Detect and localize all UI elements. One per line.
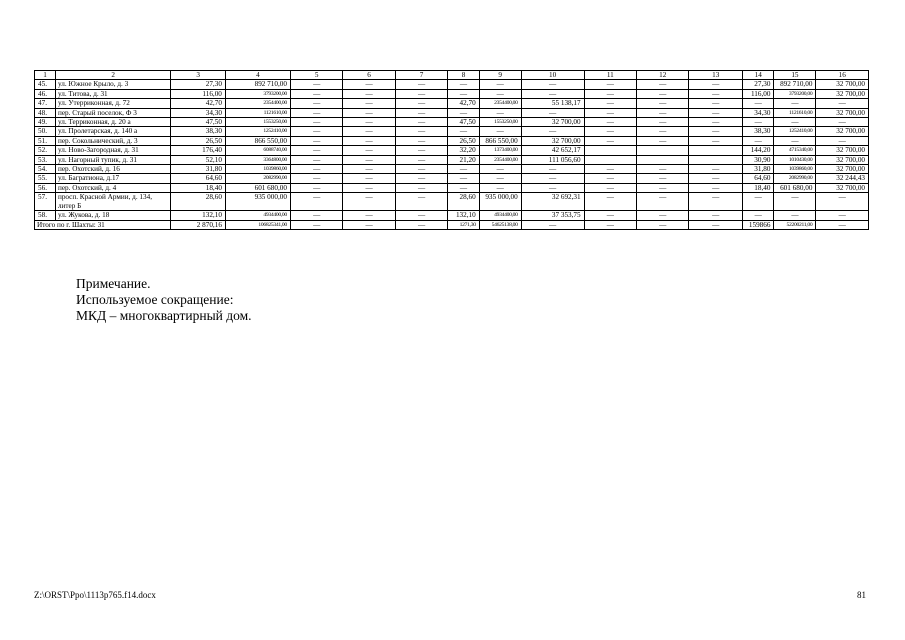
column-number-header: 11 <box>584 71 636 80</box>
row-number-cell: 49. <box>35 118 56 127</box>
value-cell: 4715340,00 <box>774 146 816 155</box>
column-number-header: 14 <box>742 71 773 80</box>
value-cell: 55 138,17 <box>521 99 584 108</box>
value-cell: 32 692,31 <box>521 193 584 211</box>
empty-value-cell: — <box>290 80 342 89</box>
empty-value-cell: — <box>637 174 689 183</box>
value-cell: 32 244,43 <box>816 174 869 183</box>
value-cell: 1252410,00 <box>225 127 290 136</box>
empty-value-cell: — <box>290 220 342 229</box>
housing-table <box>34 70 869 230</box>
value-cell: 32 700,00 <box>521 118 584 127</box>
note-title: Примечание. <box>76 276 151 291</box>
value-cell: 32 700,00 <box>816 80 869 89</box>
empty-value-cell: — <box>689 118 743 127</box>
row-number-cell: 47. <box>35 99 56 108</box>
empty-value-cell: — <box>689 136 743 145</box>
empty-value-cell <box>584 155 636 164</box>
column-number-header: 6 <box>343 71 395 80</box>
column-number-header: 10 <box>521 71 584 80</box>
empty-value-cell: — <box>395 136 447 145</box>
empty-value-cell: — <box>774 211 816 220</box>
empty-value-cell: — <box>448 127 479 136</box>
value-cell: 892 710,00 <box>774 80 816 89</box>
empty-value-cell: — <box>584 174 636 183</box>
row-number-cell: 50. <box>35 127 56 136</box>
address-cell: ул. Багратиона, д.17 <box>55 174 170 183</box>
empty-value-cell: — <box>343 89 395 98</box>
empty-value-cell: — <box>637 165 689 174</box>
value-cell: 42,70 <box>171 99 226 108</box>
table-row <box>35 174 869 183</box>
address-cell: ул. Нагорный тупик, д. 31 <box>55 155 170 164</box>
total-label-cell: Итого по г. Шахты: 31 <box>35 220 171 229</box>
empty-value-cell: — <box>290 118 342 127</box>
value-cell: 38,30 <box>742 127 773 136</box>
empty-value-cell: — <box>584 127 636 136</box>
value-cell: 42 652,17 <box>521 146 584 155</box>
empty-value-cell: — <box>290 193 342 211</box>
empty-value-cell: — <box>584 211 636 220</box>
empty-value-cell: — <box>395 89 447 98</box>
row-number-cell: 56. <box>35 183 56 192</box>
value-cell: 3364800,00 <box>225 155 290 164</box>
empty-value-cell: — <box>689 89 743 98</box>
empty-value-cell: — <box>395 183 447 192</box>
empty-value-cell: — <box>584 89 636 98</box>
value-cell: 176,40 <box>171 146 226 155</box>
empty-value-cell: — <box>637 136 689 145</box>
total-value-cell: 106825341,00 <box>225 220 290 229</box>
empty-value-cell <box>689 146 743 155</box>
empty-value-cell: — <box>521 127 584 136</box>
value-cell: 64,60 <box>171 174 226 183</box>
column-number-header: 9 <box>479 71 521 80</box>
value-cell: 866 550,00 <box>479 136 521 145</box>
value-cell: 28,60 <box>448 193 479 211</box>
empty-value-cell: — <box>689 108 743 117</box>
empty-value-cell: — <box>290 165 342 174</box>
value-cell: 32 700,00 <box>816 165 869 174</box>
address-cell: пер. Старый поселок, Ф 3 <box>55 108 170 117</box>
value-cell: 32 700,00 <box>816 146 869 155</box>
empty-value-cell: — <box>742 193 773 211</box>
table-row <box>35 108 869 117</box>
empty-value-cell: — <box>521 220 584 229</box>
value-cell: 1553250,00 <box>479 118 521 127</box>
total-value-cell: 54625138,00 <box>479 220 521 229</box>
empty-value-cell: — <box>689 99 743 108</box>
empty-value-cell: — <box>689 127 743 136</box>
empty-value-cell: — <box>395 155 447 164</box>
value-cell: 2354400,00 <box>479 155 521 164</box>
note-abbreviation-mkd: МКД – многоквартирный дом. <box>76 308 252 323</box>
value-cell: 47,50 <box>448 118 479 127</box>
empty-value-cell <box>637 146 689 155</box>
value-cell: 32 700,00 <box>816 127 869 136</box>
empty-value-cell: — <box>290 89 342 98</box>
value-cell: 34,30 <box>171 108 226 117</box>
empty-value-cell: — <box>816 193 869 211</box>
value-cell: 4934400,00 <box>225 211 290 220</box>
address-cell: ул. Пролетарская, д. 140 а <box>55 127 170 136</box>
empty-value-cell: — <box>816 99 869 108</box>
empty-value-cell: — <box>521 89 584 98</box>
empty-value-cell: — <box>521 165 584 174</box>
empty-value-cell: — <box>637 183 689 192</box>
empty-value-cell: — <box>637 211 689 220</box>
table-header-row <box>35 71 869 80</box>
empty-value-cell: — <box>689 174 743 183</box>
empty-value-cell: — <box>343 165 395 174</box>
value-cell: 32 700,00 <box>816 108 869 117</box>
value-cell: 27,30 <box>742 80 773 89</box>
row-number-cell: 57. <box>35 193 56 211</box>
value-cell: 32 700,00 <box>816 155 869 164</box>
empty-value-cell: — <box>448 89 479 98</box>
value-cell: 1553250,00 <box>225 118 290 127</box>
value-cell: 38,30 <box>171 127 226 136</box>
value-cell: 27,30 <box>171 80 226 89</box>
empty-value-cell: — <box>584 99 636 108</box>
empty-value-cell: — <box>290 146 342 155</box>
empty-value-cell: — <box>689 183 743 192</box>
empty-value-cell: — <box>395 127 447 136</box>
empty-value-cell: — <box>395 108 447 117</box>
table-row <box>35 183 869 192</box>
empty-value-cell: — <box>343 174 395 183</box>
table-row <box>35 155 869 164</box>
row-number-cell: 55. <box>35 174 56 183</box>
row-number-cell: 58. <box>35 211 56 220</box>
value-cell: 31,80 <box>171 165 226 174</box>
empty-value-cell: — <box>290 136 342 145</box>
table-row <box>35 99 869 108</box>
value-cell: 1039860,00 <box>225 165 290 174</box>
value-cell: 3793200,00 <box>225 89 290 98</box>
empty-value-cell: — <box>584 118 636 127</box>
column-number-header: 12 <box>637 71 689 80</box>
empty-value-cell: — <box>448 108 479 117</box>
value-cell: 116,00 <box>171 89 226 98</box>
column-number-header: 7 <box>395 71 447 80</box>
address-cell: ул. Южное Крыло, д. 3 <box>55 80 170 89</box>
footer-file-path: Z:\ORST\Ppo\1113p765.f14.docx <box>34 590 156 600</box>
column-number-header: 16 <box>816 71 869 80</box>
value-cell: 31,80 <box>742 165 773 174</box>
empty-value-cell: — <box>290 155 342 164</box>
empty-value-cell: — <box>584 80 636 89</box>
value-cell: 111 056,60 <box>521 155 584 164</box>
value-cell: 6088740,00 <box>225 146 290 155</box>
column-number-header: 2 <box>55 71 170 80</box>
empty-value-cell: — <box>395 193 447 211</box>
value-cell: 37 353,75 <box>521 211 584 220</box>
empty-value-cell: — <box>395 174 447 183</box>
footer-page-number: 81 <box>857 590 866 600</box>
empty-value-cell: — <box>395 80 447 89</box>
table-row <box>35 165 869 174</box>
empty-value-cell: — <box>742 99 773 108</box>
value-cell: 52,10 <box>171 155 226 164</box>
column-number-header: 3 <box>171 71 226 80</box>
empty-value-cell: — <box>343 118 395 127</box>
empty-value-cell: — <box>395 146 447 155</box>
empty-value-cell: — <box>584 183 636 192</box>
value-cell: 32 700,00 <box>816 89 869 98</box>
value-cell: 18,40 <box>171 183 226 192</box>
row-number-cell: 45. <box>35 80 56 89</box>
value-cell: 64,60 <box>742 174 773 183</box>
value-cell: 42,70 <box>448 99 479 108</box>
empty-value-cell: — <box>774 118 816 127</box>
value-cell: 18,40 <box>742 183 773 192</box>
value-cell: 935 000,00 <box>479 193 521 211</box>
empty-value-cell: — <box>343 127 395 136</box>
empty-value-cell: — <box>637 127 689 136</box>
value-cell: 144,20 <box>742 146 773 155</box>
value-cell: 935 000,00 <box>225 193 290 211</box>
total-row <box>35 220 869 229</box>
address-cell: ул. Титова, д. 31 <box>55 89 170 98</box>
address-cell: ул. Утерриконная, д. 72 <box>55 99 170 108</box>
empty-value-cell: — <box>637 193 689 211</box>
empty-value-cell: — <box>479 174 521 183</box>
empty-value-cell: — <box>742 118 773 127</box>
row-number-cell: 48. <box>35 108 56 117</box>
column-number-header: 13 <box>689 71 743 80</box>
empty-value-cell: — <box>689 80 743 89</box>
address-cell: просп. Красной Армии, д. 134, литер Б <box>55 193 170 211</box>
empty-value-cell: — <box>584 193 636 211</box>
column-number-header: 5 <box>290 71 342 80</box>
total-value-cell: 159866 <box>742 220 773 229</box>
row-number-cell: 53. <box>35 155 56 164</box>
empty-value-cell: — <box>448 174 479 183</box>
value-cell: 1121610,00 <box>225 108 290 117</box>
empty-value-cell: — <box>479 89 521 98</box>
value-cell: 4934400,00 <box>479 211 521 220</box>
table-row <box>35 80 869 89</box>
empty-value-cell: — <box>816 211 869 220</box>
empty-value-cell: — <box>521 174 584 183</box>
empty-value-cell: — <box>689 193 743 211</box>
table-row <box>35 211 869 220</box>
value-cell: 47,50 <box>171 118 226 127</box>
address-cell: ул. Жукова, д. 18 <box>55 211 170 220</box>
address-cell: пер. Охотский, д. 4 <box>55 183 170 192</box>
column-number-header: 4 <box>225 71 290 80</box>
value-cell: 132,10 <box>448 211 479 220</box>
table-row <box>35 193 869 211</box>
value-cell: 601 680,00 <box>225 183 290 192</box>
empty-value-cell: — <box>637 99 689 108</box>
value-cell: 1121610,00 <box>774 108 816 117</box>
empty-value-cell: — <box>774 99 816 108</box>
empty-value-cell: — <box>395 99 447 108</box>
row-number-cell: 54. <box>35 165 56 174</box>
empty-value-cell: — <box>584 108 636 117</box>
empty-value-cell: — <box>637 118 689 127</box>
column-number-header: 15 <box>774 71 816 80</box>
table-row <box>35 89 869 98</box>
empty-value-cell: — <box>584 165 636 174</box>
empty-value-cell: — <box>521 183 584 192</box>
value-cell: 2354400,00 <box>479 99 521 108</box>
value-cell: 1039860,00 <box>774 165 816 174</box>
empty-value-cell: — <box>343 99 395 108</box>
empty-value-cell: — <box>343 155 395 164</box>
empty-value-cell: — <box>521 80 584 89</box>
note-abbreviation-heading: Используемое сокращение: <box>76 292 234 307</box>
column-number-header: 1 <box>35 71 56 80</box>
empty-value-cell: — <box>343 80 395 89</box>
value-cell: 132,10 <box>171 211 226 220</box>
empty-value-cell: — <box>479 165 521 174</box>
empty-value-cell: — <box>343 183 395 192</box>
note-block <box>76 276 252 324</box>
empty-value-cell: — <box>637 89 689 98</box>
empty-value-cell: — <box>521 108 584 117</box>
address-cell: ул. Терриконная, д. 20 а <box>55 118 170 127</box>
empty-value-cell: — <box>290 211 342 220</box>
empty-value-cell: — <box>479 183 521 192</box>
empty-value-cell: — <box>816 136 869 145</box>
empty-value-cell: — <box>395 220 447 229</box>
total-value-cell: 52200211,00 <box>774 220 816 229</box>
value-cell: 3793200,00 <box>774 89 816 98</box>
address-cell: пер. Сокольнический, д. 3 <box>55 136 170 145</box>
empty-value-cell: — <box>774 136 816 145</box>
empty-value-cell: — <box>343 193 395 211</box>
empty-value-cell: — <box>689 220 743 229</box>
table-row <box>35 146 869 155</box>
value-cell: 32,20 <box>448 146 479 155</box>
value-cell: 21,20 <box>448 155 479 164</box>
value-cell: 32 700,00 <box>521 136 584 145</box>
empty-value-cell: — <box>290 108 342 117</box>
empty-value-cell: — <box>395 118 447 127</box>
empty-value-cell: — <box>774 193 816 211</box>
empty-value-cell: — <box>816 118 869 127</box>
empty-value-cell: — <box>637 220 689 229</box>
empty-value-cell: — <box>290 127 342 136</box>
table-row <box>35 127 869 136</box>
table-row <box>35 118 869 127</box>
value-cell: 26,50 <box>171 136 226 145</box>
table-row <box>35 136 869 145</box>
empty-value-cell: — <box>448 80 479 89</box>
empty-value-cell: — <box>816 220 869 229</box>
value-cell: 32 700,00 <box>816 183 869 192</box>
empty-value-cell: — <box>637 80 689 89</box>
empty-value-cell: — <box>479 80 521 89</box>
empty-value-cell: — <box>343 136 395 145</box>
empty-value-cell: — <box>290 174 342 183</box>
value-cell: 34,30 <box>742 108 773 117</box>
empty-value-cell: — <box>448 165 479 174</box>
total-value-cell: 2 870,16 <box>171 220 226 229</box>
empty-value-cell <box>689 155 743 164</box>
empty-value-cell: — <box>584 220 636 229</box>
empty-value-cell: — <box>343 146 395 155</box>
empty-value-cell: — <box>689 211 743 220</box>
empty-value-cell <box>637 155 689 164</box>
column-number-header: 8 <box>448 71 479 80</box>
value-cell: 866 550,00 <box>225 136 290 145</box>
empty-value-cell <box>584 146 636 155</box>
empty-value-cell: — <box>584 136 636 145</box>
address-cell: пер. Охотский, д. 16 <box>55 165 170 174</box>
empty-value-cell: — <box>395 165 447 174</box>
empty-value-cell: — <box>343 220 395 229</box>
value-cell: 26,50 <box>448 136 479 145</box>
empty-value-cell: — <box>479 127 521 136</box>
empty-value-cell: — <box>742 211 773 220</box>
empty-value-cell: — <box>448 183 479 192</box>
value-cell: 2354400,00 <box>225 99 290 108</box>
empty-value-cell: — <box>343 108 395 117</box>
empty-value-cell: — <box>395 211 447 220</box>
row-number-cell: 51. <box>35 136 56 145</box>
total-value-cell: 1271,30 <box>448 220 479 229</box>
value-cell: 1373400,00 <box>479 146 521 155</box>
value-cell: 2082990,00 <box>225 174 290 183</box>
address-cell: ул. Ново-Загородная, д. 31 <box>55 146 170 155</box>
empty-value-cell: — <box>637 108 689 117</box>
value-cell: 30,90 <box>742 155 773 164</box>
value-cell: 28,60 <box>171 193 226 211</box>
empty-value-cell: — <box>479 108 521 117</box>
value-cell: 1252410,00 <box>774 127 816 136</box>
value-cell: 116,00 <box>742 89 773 98</box>
row-number-cell: 52. <box>35 146 56 155</box>
empty-value-cell: — <box>290 99 342 108</box>
value-cell: 601 680,00 <box>774 183 816 192</box>
row-number-cell: 46. <box>35 89 56 98</box>
empty-value-cell: — <box>742 136 773 145</box>
value-cell: 2082990,00 <box>774 174 816 183</box>
empty-value-cell: — <box>290 183 342 192</box>
empty-value-cell: — <box>343 211 395 220</box>
empty-value-cell: — <box>689 165 743 174</box>
value-cell: 1010430,00 <box>774 155 816 164</box>
value-cell: 892 710,00 <box>225 80 290 89</box>
